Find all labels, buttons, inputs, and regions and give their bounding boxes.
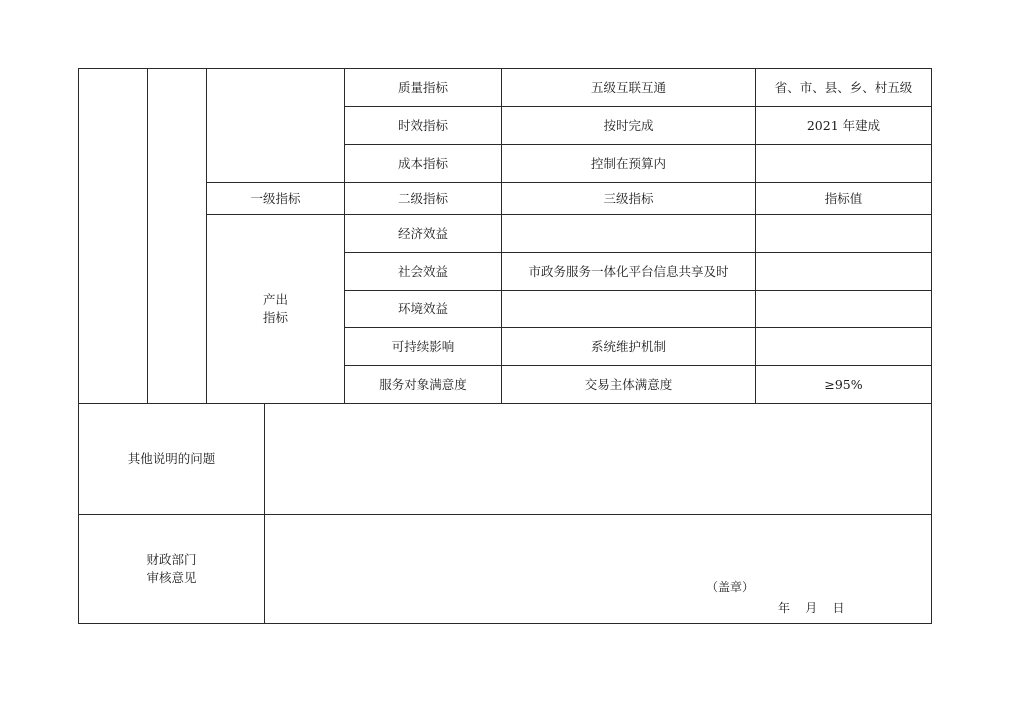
- finance-review-label: 财政部门 审核意见: [146, 552, 197, 585]
- table-border-bottom: [78, 623, 932, 624]
- seal-text: （盖章）: [706, 580, 755, 594]
- header-level1: 一级指标: [250, 190, 301, 206]
- col-divider: [147, 68, 148, 403]
- finance-review-content: [265, 515, 931, 623]
- header-value: 指标值: [824, 190, 863, 206]
- value-cell: [756, 328, 931, 365]
- third-level-cell: 按时完成: [603, 117, 654, 133]
- other-issues-content: [265, 404, 931, 514]
- value-cell: 2021 年建成: [806, 117, 881, 133]
- evaluation-table: [78, 68, 932, 624]
- indicator-cell: 成本指标: [397, 155, 448, 171]
- value-cell: ≥95%: [824, 376, 863, 392]
- indicator-cell: 服务对象满意度: [379, 376, 467, 392]
- value-cell: [756, 253, 931, 290]
- value-cell: 省、市、县、乡、村五级: [774, 79, 913, 95]
- header-level2: 二级指标: [397, 190, 448, 206]
- value-cell: [756, 291, 931, 327]
- third-level-cell: 市政务服务一体化平台信息共享及时: [528, 263, 729, 279]
- third-level-cell: 五级互联互通: [590, 79, 666, 95]
- third-level-cell: 系统维护机制: [590, 338, 666, 354]
- indicator-cell: 质量指标: [397, 79, 448, 95]
- value-cell: [756, 145, 931, 182]
- value-cell: [756, 215, 931, 252]
- indicator-cell: 环境效益: [397, 301, 448, 316]
- other-issues-label: 其他说明的问题: [127, 451, 216, 466]
- indicator-cell: 时效指标: [397, 117, 448, 133]
- indicator-cell: 社会效益: [397, 263, 448, 279]
- date-text: 年 月 日: [778, 601, 845, 615]
- indicator-cell: 可持续影响: [391, 338, 455, 354]
- output-indicator-label: 产出 指标: [262, 292, 288, 325]
- third-level-cell: 交易主体满意度: [584, 376, 673, 392]
- table-border-right: [931, 68, 932, 624]
- third-level-cell: 控制在预算内: [590, 155, 666, 171]
- header-level3: 三级指标: [603, 190, 654, 206]
- third-level-cell: [502, 291, 755, 327]
- indicator-cell: 经济效益: [397, 225, 448, 241]
- third-level-cell: [502, 215, 755, 252]
